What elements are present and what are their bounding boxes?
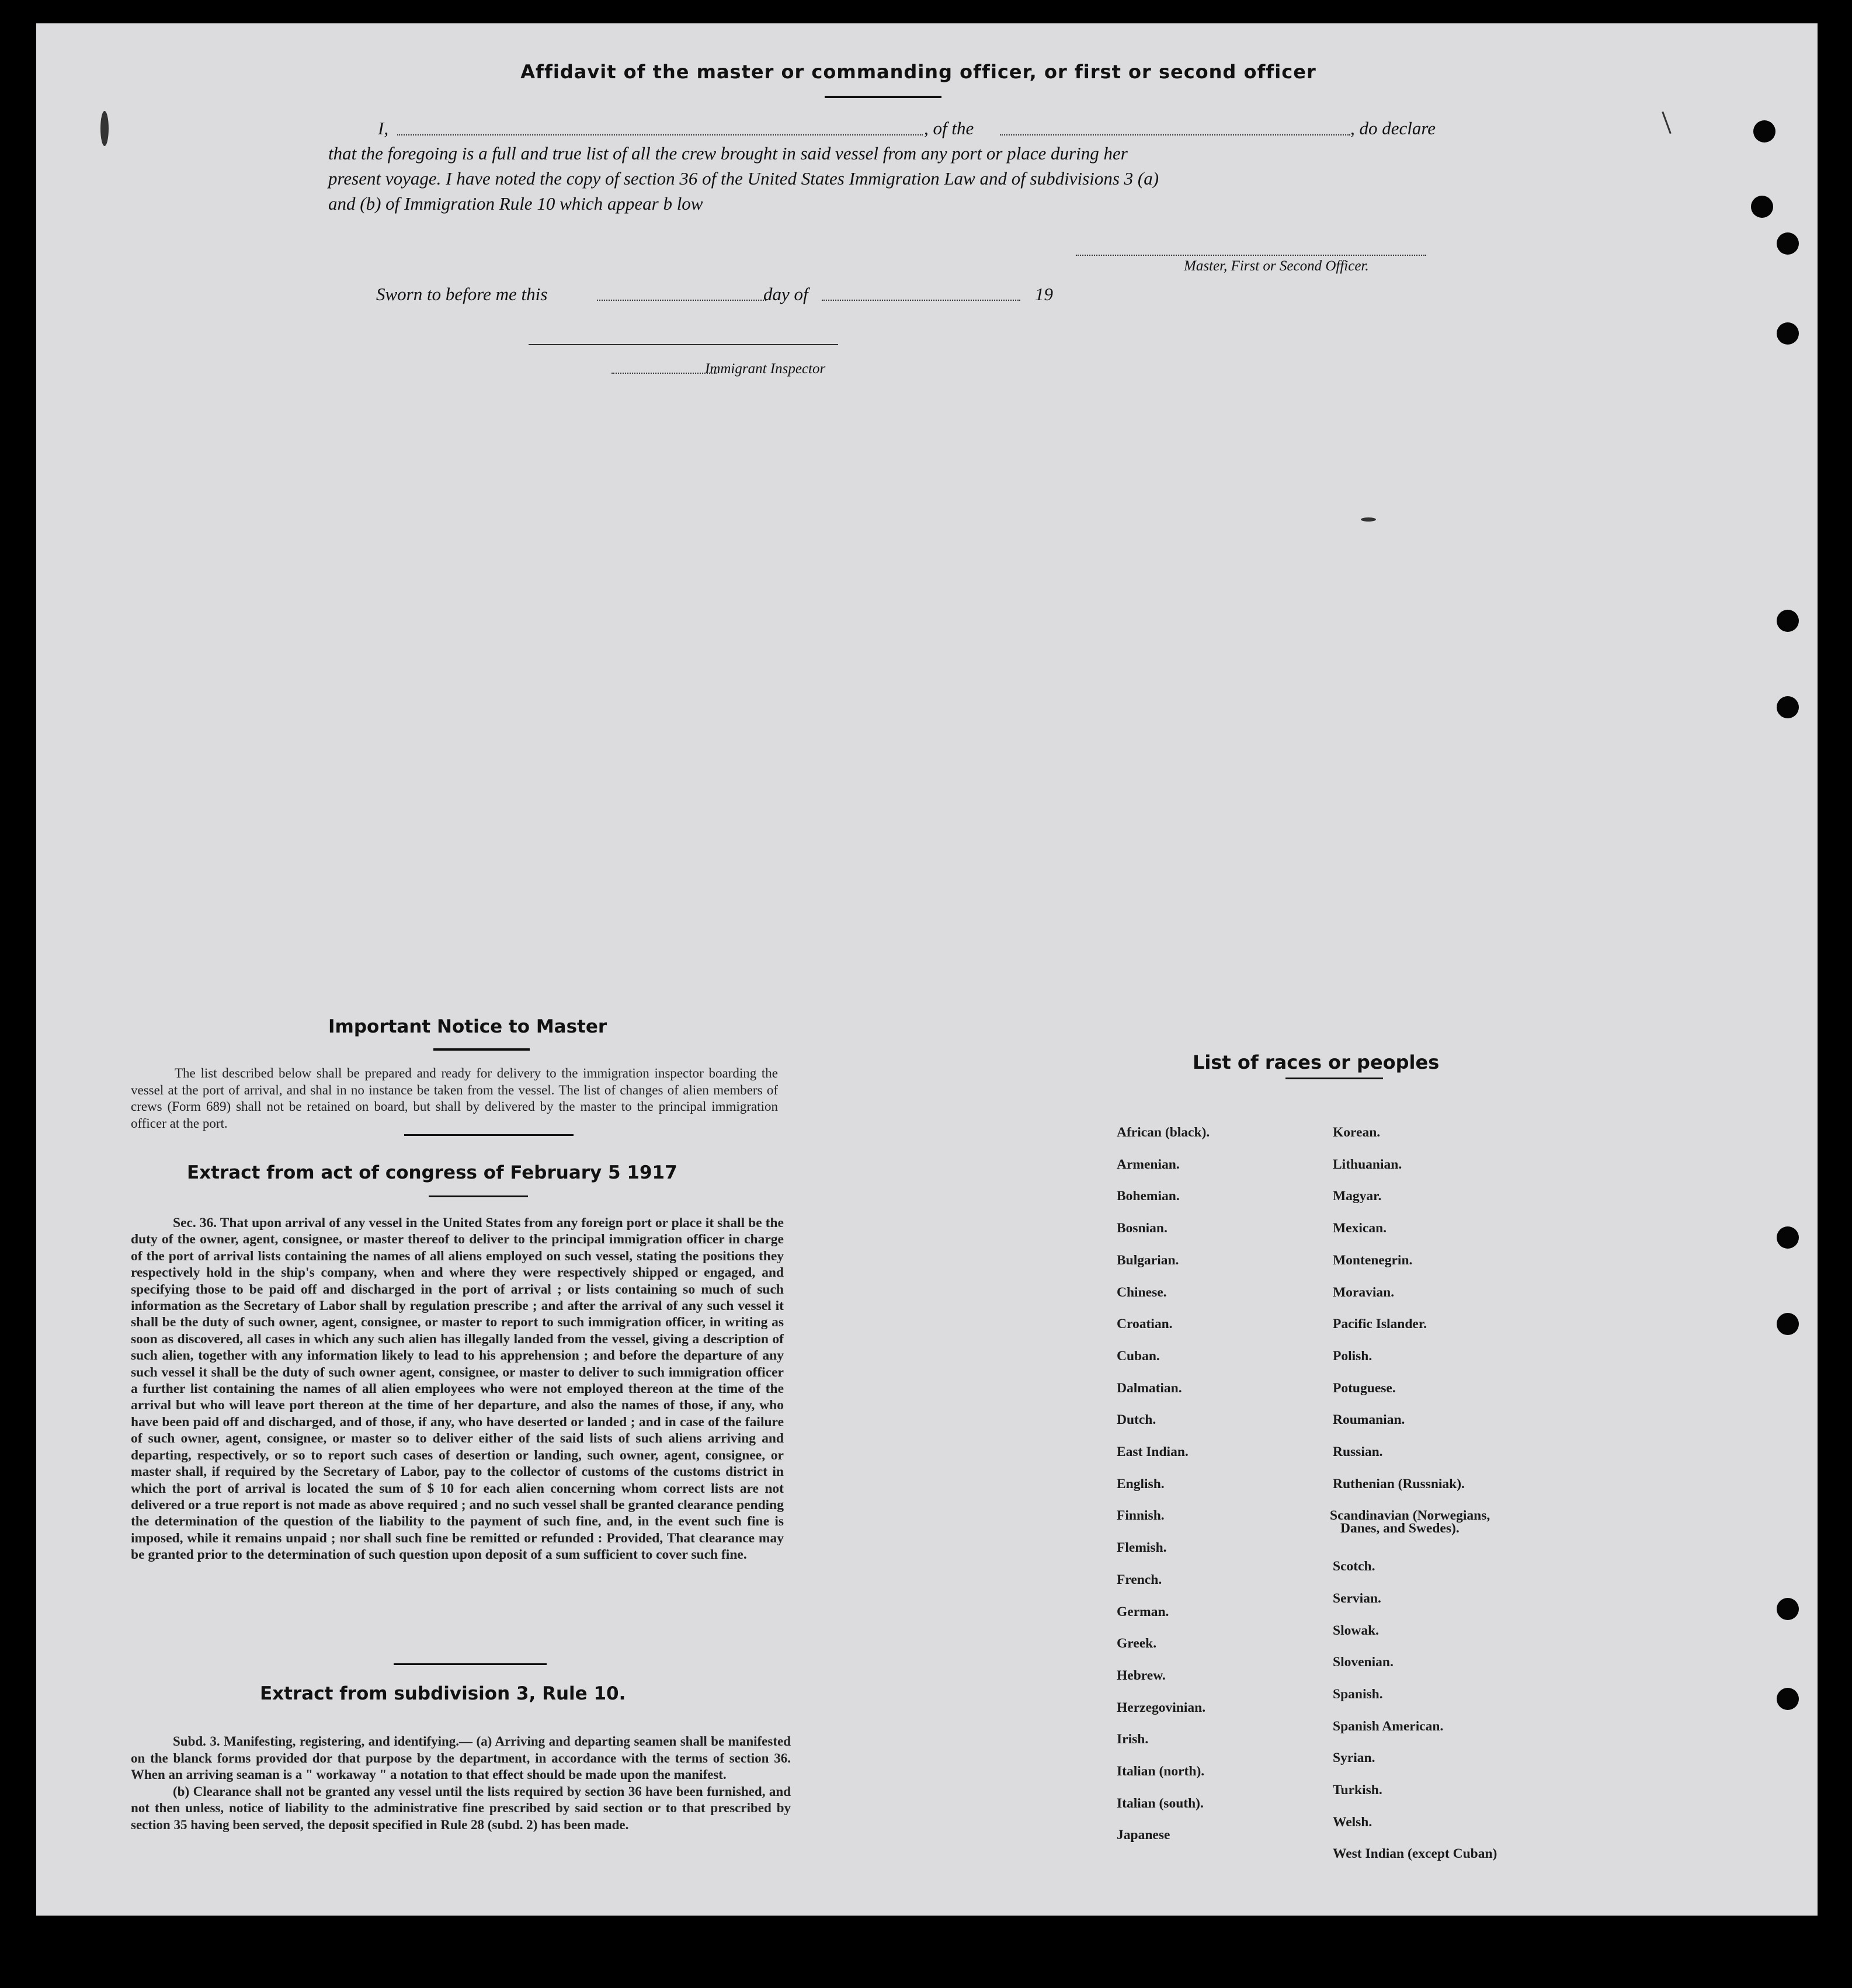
race-item: African (black). bbox=[1117, 1125, 1210, 1140]
notice-rule bbox=[433, 1048, 530, 1051]
signature-blank bbox=[1076, 255, 1426, 256]
race-item: English. bbox=[1117, 1476, 1165, 1492]
race-item: Spanish American. bbox=[1333, 1718, 1444, 1734]
race-item: Italian (north). bbox=[1117, 1764, 1205, 1779]
inspector-blank bbox=[611, 373, 717, 374]
race-item: Dutch. bbox=[1117, 1412, 1156, 1428]
race-item: Korean. bbox=[1333, 1125, 1381, 1140]
race-item: East Indian. bbox=[1117, 1444, 1189, 1459]
race-item: Syrian. bbox=[1333, 1750, 1375, 1766]
race-item: Lithuanian. bbox=[1333, 1156, 1402, 1172]
inspector-caption: Immigrant Inspector bbox=[705, 361, 826, 377]
race-item: Croatian. bbox=[1117, 1316, 1173, 1332]
race-item: Japanese bbox=[1117, 1827, 1170, 1843]
inspector-signature-line bbox=[529, 344, 838, 345]
binder-hole bbox=[1751, 196, 1773, 218]
race-item: German. bbox=[1117, 1604, 1169, 1619]
notice-divider bbox=[404, 1134, 574, 1136]
rule-10-para-b: (b) Clearance shall not be granted any vessel until the lists required by section 36 have been furnished, and not then unless, notice of liability to the administrative fine prescribed by said section or to that prescribed by section 35 having been served, the deposit specified in Rule 28 (subd. 2) has been made. bbox=[131, 1784, 791, 1832]
binder-hole bbox=[1777, 322, 1799, 345]
race-item: Montenegrin. bbox=[1333, 1252, 1413, 1268]
act-rule bbox=[429, 1195, 528, 1197]
race-item: Herzegovinian. bbox=[1117, 1699, 1206, 1715]
document-page bbox=[36, 23, 1818, 1916]
sworn-day-of: day of bbox=[763, 284, 808, 304]
binder-hole bbox=[1777, 696, 1799, 718]
rule-heading: Extract from subdivision 3, Rule 10. bbox=[260, 1683, 626, 1704]
race-item: Scandinavian (Norwegians, bbox=[1330, 1508, 1490, 1524]
binder-hole bbox=[1753, 120, 1775, 143]
race-item: Slowak. bbox=[1333, 1622, 1380, 1638]
race-item: Dalmatian. bbox=[1117, 1380, 1182, 1396]
race-item: Mexican. bbox=[1333, 1221, 1387, 1236]
race-item: Danes, and Swedes). bbox=[1340, 1521, 1460, 1537]
race-item: Bosnian. bbox=[1117, 1221, 1168, 1236]
race-item: Russian. bbox=[1333, 1444, 1383, 1459]
race-item: Armenian. bbox=[1117, 1156, 1180, 1172]
race-item: Welsh. bbox=[1333, 1814, 1373, 1830]
race-item: Servian. bbox=[1333, 1590, 1381, 1606]
race-item: Chinese. bbox=[1117, 1284, 1167, 1300]
sworn-month-blank bbox=[822, 300, 1020, 301]
race-item: West Indian (except Cuban) bbox=[1333, 1846, 1497, 1862]
race-item: Greek. bbox=[1117, 1636, 1157, 1652]
binder-hole bbox=[1777, 1688, 1799, 1710]
binder-hole bbox=[1777, 1226, 1799, 1249]
race-item: Moravian. bbox=[1333, 1284, 1395, 1300]
race-item: Turkish. bbox=[1333, 1782, 1382, 1798]
name-blank bbox=[397, 134, 923, 135]
act-heading: Extract from act of congress of February 5 1917 bbox=[187, 1162, 677, 1183]
sworn-prefix: Sworn to before me this bbox=[376, 284, 548, 304]
binder-hole bbox=[1777, 1598, 1799, 1620]
rule-10-para-a: Subd. 3. Manifesting, registering, and identifying.— (a) Arriving and departing seamen shall be manifested on the blanck forms provided dor that purpose by the department, in accordance with the terms of section 36. When an arriving seaman is a " workaway " a notation to that effect should be made upon the manifest. bbox=[131, 1734, 791, 1782]
races-underline bbox=[1285, 1078, 1383, 1079]
affidavit-line-i: I, bbox=[378, 118, 389, 138]
signature-caption: Master, First or Second Officer. bbox=[1184, 258, 1369, 274]
section-36-text: Sec. 36. That upon arrival of any vessel in the United States from any foreign port or place it shall be the duty of the owner, agent, consignee, or master thereof to deliver to the principal immigration officer in charge of the port of arrival lists containing the names of all aliens employed on such vessel, stating the positions they respectively hold in the ship's company, when and where they were respectively shipped or engaged, and specifying those to be paid off and discharged in the port of arrival ; or lists containing so much of such information as the Secretary of Labor shall by regulation prescribe ; and after the arrival of any such vessel it shall be the duty of such owner, agent, consignee, or master to report to such immigration officer, in writing as soon as discovered, all cases in which any such alien has illegally landed from the vessel, giving a description of such alien, together with any information likely to lead to his apprehension ; and before the departure of any such vessel it shall be the duty of such owner agent, consignee, or master to deliver to such immigration officer a further list containing the names of all alien employees who were not employed thereon at the time of the arrival but who will leave port thereon at the time of her departure, and also the names of those, if any, who have been paid off and discharged, and of those, if any, who have deserted or landed ; and in case of the failure of such owner, agent, consignee, or master so to deliver either of the said lists of such aliens arriving and departing, respectively, or so to report such cases of desertion or landing, such owner, agent, consignee, or master shall, if required by the Secretary of Labor, pay to the collector of customs of the customs district in which the port of arrival is located the sum of $ 10 for each alien concerning whom correct lists are not delivered or a true report is not made as above required ; and no such vessel shall be granted clearance pending the determination of the question of the liability to the payment of such fine, and, in the event such fine is imposed, while it remains unpaid ; nor shall such fine be remitted or refunded : Provided, That clearance may be granted prior to the determination of such question upon deposit of a sum sufficient to cover such fine. bbox=[131, 1215, 784, 1563]
race-item: Hebrew. bbox=[1117, 1667, 1166, 1683]
notice-heading: Important Notice to Master bbox=[328, 1016, 607, 1037]
race-item: Bulgarian. bbox=[1117, 1252, 1179, 1268]
race-item: Bohemian. bbox=[1117, 1188, 1180, 1204]
race-item: Potuguese. bbox=[1333, 1380, 1396, 1396]
race-item: Scotch. bbox=[1333, 1559, 1375, 1575]
title-rule bbox=[825, 96, 941, 98]
race-item: Irish. bbox=[1117, 1732, 1149, 1747]
affidavit-title: Affidavit of the master or commanding officer, or first or second officer bbox=[520, 61, 1316, 83]
race-item: Italian (south). bbox=[1117, 1795, 1204, 1811]
binder-hole bbox=[1777, 610, 1799, 632]
scan-mark bbox=[100, 111, 109, 146]
affidavit-line-2: that the foregoing is a full and true list of all the crew brought in said vessel from any port or place during her bbox=[328, 143, 1128, 164]
race-item: Slovenian. bbox=[1333, 1655, 1394, 1670]
rule-10-text bbox=[131, 1733, 791, 1833]
races-heading: List of races or peoples bbox=[1193, 1051, 1440, 1073]
binder-hole bbox=[1777, 1313, 1799, 1335]
race-item: Cuban. bbox=[1117, 1348, 1160, 1364]
race-item: Spanish. bbox=[1333, 1686, 1383, 1702]
vessel-blank bbox=[1000, 134, 1350, 135]
race-item: Polish. bbox=[1333, 1348, 1373, 1364]
affidavit-line-3: present voyage. I have noted the copy of section 36 of the United States Immigration Law and of subdivisions 3 (a) bbox=[328, 168, 1159, 189]
sworn-year: 19 bbox=[1035, 284, 1053, 304]
binder-hole bbox=[1777, 232, 1799, 255]
sworn-day-blank bbox=[597, 300, 766, 301]
scan-mark bbox=[1662, 112, 1672, 134]
affidavit-declare: , do declare bbox=[1350, 118, 1436, 138]
race-item: Magyar. bbox=[1333, 1188, 1382, 1204]
affidavit-line-4: and (b) of Immigration Rule 10 which appear b low bbox=[328, 193, 703, 214]
scan-mark bbox=[1361, 517, 1376, 522]
act-divider bbox=[394, 1663, 547, 1665]
race-item: Flemish. bbox=[1117, 1540, 1167, 1556]
race-item: French. bbox=[1117, 1572, 1162, 1587]
race-item: Ruthenian (Russniak). bbox=[1333, 1476, 1465, 1492]
race-item: Finnish. bbox=[1117, 1508, 1165, 1524]
notice-text: The list described below shall be prepared and ready for delivery to the immigration inspector boarding the vessel at the port of arrival, and shal in no instance be taken from the vessel. The list of changes of alien members of crews (Form 689) shall not be retained on board, but shall by delivered by the master to the principal immigration officer at the port. bbox=[131, 1066, 778, 1131]
affidavit-of-the: , of the bbox=[924, 118, 974, 138]
race-item: Roumanian. bbox=[1333, 1412, 1405, 1428]
race-item: Pacific Islander. bbox=[1333, 1316, 1427, 1332]
